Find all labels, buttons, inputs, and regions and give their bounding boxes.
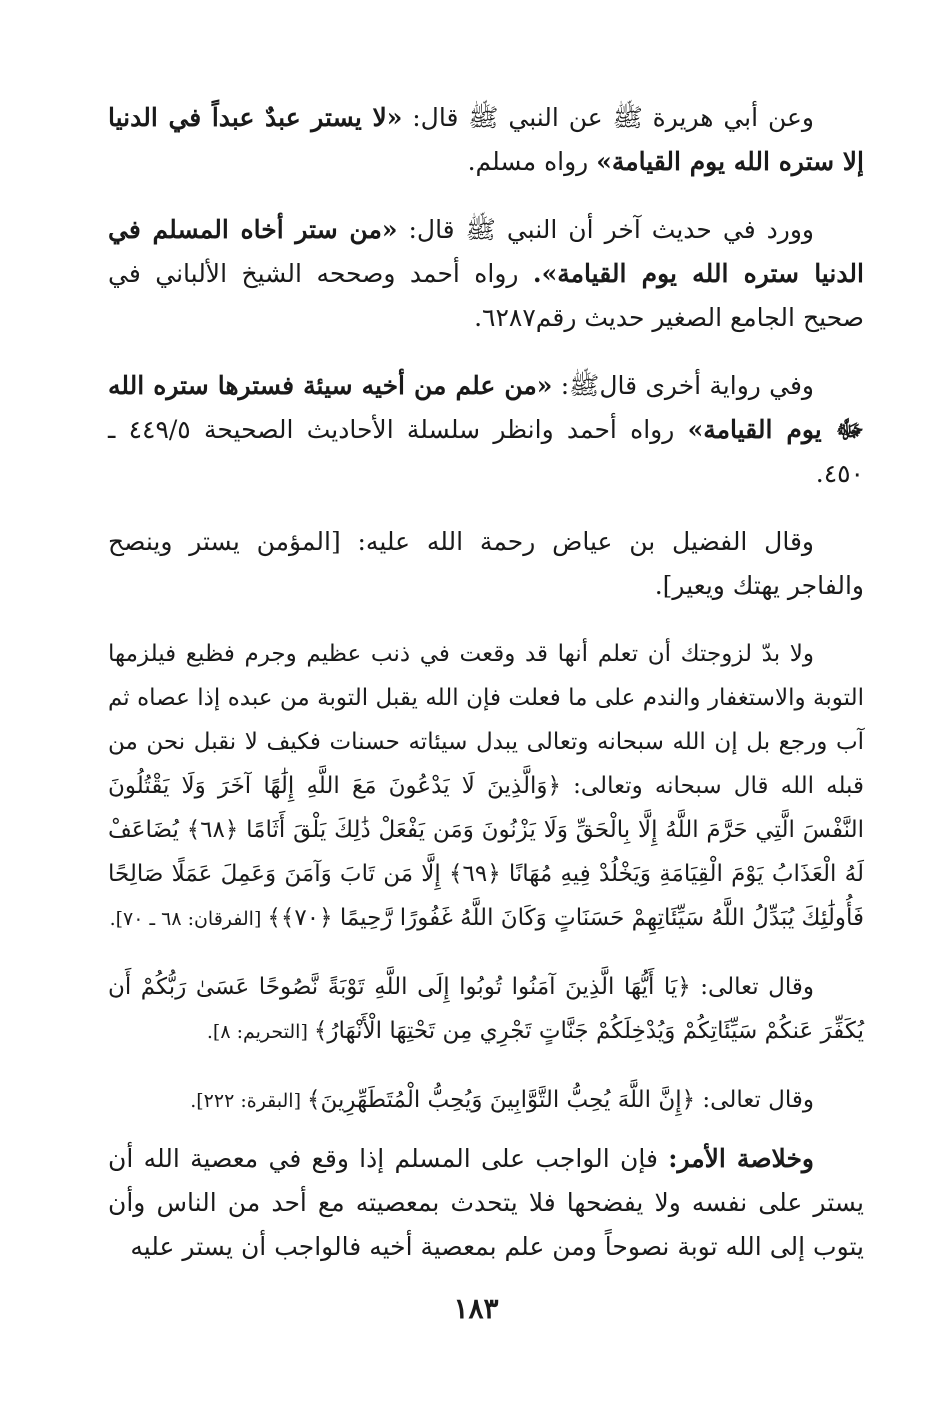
hadith-source: رواه مسلم. <box>467 147 597 176</box>
paragraph-fudayl-quote <box>108 520 864 608</box>
paragraph-baqarah-verse <box>108 1078 864 1123</box>
page-number: ١٨٣ <box>453 1292 499 1325</box>
hadith-text: «من ستر أخاه المسلم في الدنيا ستره الله يوم القيامة». <box>108 215 864 288</box>
hadith-source: رواه أحمد وصححه الشيخ الألباني في صحيح الجامع الصغير حديث رقم٦٢٨٧. <box>108 259 864 332</box>
body-text: وقال تعالى: <box>695 1087 814 1113</box>
quran-verse: ﴿يَا أَيُّهَا الَّذِينَ آمَنُوا تُوبُوا إِلَى اللَّهِ تَوْبَةً نَّصُوحًا عَسَىٰ رَبُّكُمْ أَن يُكَفِّرَ عَنكُمْ سَيِّئَاتِكُمْ وَيُدْخِلَكُمْ جَنَّاتٍ تَجْرِي مِن تَحْتِهَا الْأَنْهَارُ﴾ <box>108 974 864 1044</box>
paragraph-hadith-2 <box>108 208 864 340</box>
verse-reference: [التحريم: ٨]. <box>206 1021 314 1043</box>
quran-verse: ﴿وَالَّذِينَ لَا يَدْعُونَ مَعَ اللَّهِ إِلَٰهًا آخَرَ وَلَا يَقْتُلُونَ النَّفْسَ الَّتِي حَرَّمَ اللَّهُ إِلَّا بِالْحَقِّ وَلَا يَزْنُونَ وَمَن يَفْعَلْ ذَٰلِكَ يَلْقَ أَثَامًا ﴿٦٨﴾ يُضَاعَفْ لَهُ الْعَذَابُ يَوْمَ الْقِيَامَةِ وَيَخْلُدْ فِيهِ مُهَانًا ﴿٦٩﴾ إِلَّا مَن تَابَ وَآمَنَ وَعَمِلَ عَمَلًا صَالِحًا فَأُولَٰئِكَ يُبَدِّلُ اللَّهُ سَيِّئَاتِهِمْ حَسَنَاتٍ وَكَانَ اللَّهُ غَفُورًا رَّحِيمًا ﴿٧٠﴾﴾ <box>108 773 864 931</box>
hadith-intro: وورد في حديث آخر أن النبي ﷺ قال: <box>397 215 814 244</box>
page-body <box>108 96 864 1293</box>
hadith-text: «لا يستر عبدٌ عبداً في الدنيا إلا ستره الله يوم القيامة» <box>108 103 864 176</box>
conclusion-heading: وخلاصة الأمر: <box>668 1144 814 1173</box>
paragraph-hadith-3 <box>108 364 864 496</box>
verse-reference: [الفرقان: ٦٨ ـ ٧٠]. <box>109 908 268 930</box>
body-text: وقال تعالى: <box>690 974 815 1000</box>
hadith-intro: وعن أبي هريرة ﷺ عن النبي ﷺ قال: <box>402 103 814 132</box>
hadith-text: «من علم من أخيه سيئة فسترها ستره الله ﷻ يوم القيامة» <box>108 371 864 444</box>
paragraph-tahrim-verse <box>108 965 864 1054</box>
body-text: ولا بدّ لزوجتك أن تعلم أنها قد وقعت في ذنب عظيم وجرم فظيع فيلزمها التوبة والاستغفار والندم على ما فعلت فإن الله يقبل التوبة من عبده إذا عصاه ثم آب ورجع بل إن الله سبحانه وتعالى يبدل سيئاته حسنات فكيف لا نقبل نحن من قبله الله قال سبحانه وتعالى: <box>108 641 864 799</box>
conclusion-text: فإن الواجب على المسلم إذا وقع في معصية الله أن يستر على نفسه ولا يفضحها فلا يتحدث بمعصيته مع أحد من الناس وأن يتوب إلى الله توبة نصوحاً ومن علم بمعصية أخيه فالواجب أن يستر عليه <box>108 1144 864 1261</box>
paragraph-conclusion <box>108 1137 864 1269</box>
paragraph-repentance <box>108 632 864 941</box>
quote-text: وقال الفضيل بن عياض رحمة الله عليه: [المؤمن يستر وينصح والفاجر يهتك ويعير]. <box>108 527 864 600</box>
hadith-intro: وفي رواية أخرى قالﷺ: <box>552 371 815 400</box>
quran-verse: ﴿إِنَّ اللَّهَ يُحِبُّ التَّوَّابِينَ وَيُحِبُّ الْمُتَطَهِّرِينَ﴾ <box>307 1087 696 1113</box>
verse-reference: [البقرة: ٢٢٢]. <box>190 1090 308 1112</box>
hadith-source: رواه أحمد وانظر سلسلة الأحاديث الصحيحة ٤٤٩/٥ ـ ٤٥٠. <box>108 415 864 488</box>
paragraph-hadith-1 <box>108 96 864 184</box>
